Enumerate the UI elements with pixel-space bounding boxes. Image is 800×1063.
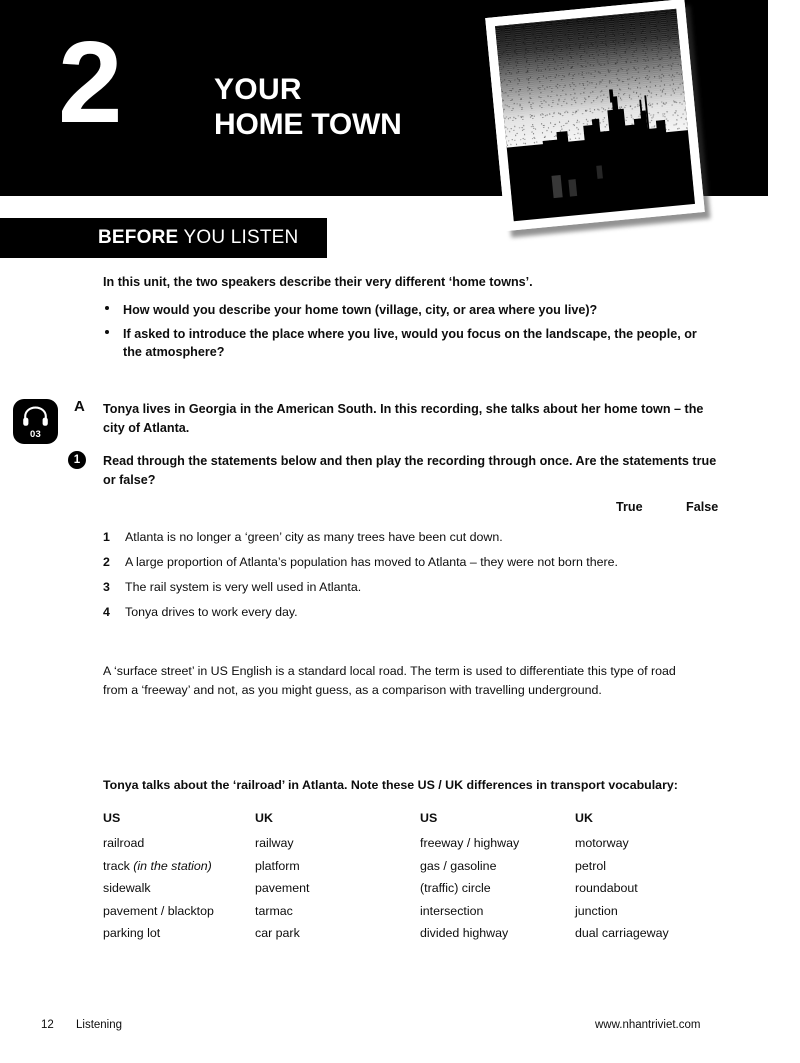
cell-us-2: (traffic) circle xyxy=(420,881,491,895)
vocabulary-lead: Tonya talks about the ‘railroad’ in Atlanta. Note these US / UK differences in transport vocabulary: xyxy=(103,778,678,792)
column-header-us-1: US xyxy=(103,811,121,825)
statement-text: Atlanta is no longer a ‘green’ city as many trees have been cut down. xyxy=(125,530,503,544)
skyline-silhouette xyxy=(502,83,695,221)
cell-uk-1: platform xyxy=(255,858,300,873)
list-item[interactable] xyxy=(103,578,663,596)
column-header-false: False xyxy=(686,500,719,514)
cell-uk-2: junction xyxy=(575,903,618,918)
cell-uk-2: motorway xyxy=(575,836,629,850)
statement-number: 1 xyxy=(103,530,110,544)
cell-us-1: railroad xyxy=(103,836,145,850)
bullet-text: How would you describe your home town (village, city, or area where you live)? xyxy=(123,303,598,317)
cell-uk-1: pavement xyxy=(255,881,310,895)
headphones-icon[interactable] xyxy=(13,399,58,444)
table-row xyxy=(103,926,723,949)
banner-strong-text: BEFORE xyxy=(98,227,179,248)
cell-us-2: divided highway xyxy=(420,926,509,940)
photo-image xyxy=(495,9,695,222)
table-header-row xyxy=(103,811,723,836)
unit-number: 2 xyxy=(58,17,121,147)
bullet-dot-icon xyxy=(105,330,109,334)
bullet-text: If asked to introduce the place where you live, would you focus on the landscape, the people, or the atmosphere? xyxy=(123,327,697,359)
cell-us-2: gas / gasoline xyxy=(420,858,497,873)
statement-text: The rail system is very well used in Atlanta. xyxy=(125,580,362,594)
statement-number: 3 xyxy=(103,580,110,594)
section-a-text: Tonya lives in Georgia in the American South. In this recording, she talks about her home town – the city of Atlanta. xyxy=(103,402,704,435)
cell-us-1: sidewalk xyxy=(103,881,151,895)
photo-frame xyxy=(485,0,705,231)
before-you-listen-label xyxy=(98,225,298,251)
intro-lead: In this unit, the two speakers describe their very different ‘home towns’. xyxy=(103,275,533,289)
statement-text: Tonya drives to work every day. xyxy=(125,605,298,619)
table-row xyxy=(103,859,723,882)
statement-list xyxy=(103,528,663,628)
audio-track-number: 03 xyxy=(30,429,41,440)
cell-us-2: freeway / highway xyxy=(420,836,520,850)
list-item[interactable] xyxy=(103,603,663,621)
task-1-instruction: Read through the statements below and then play the recording through once. Are the statements true or false? xyxy=(103,454,717,487)
bullet-dot-icon xyxy=(105,306,109,310)
column-header-uk-2: UK xyxy=(575,811,593,825)
banner-light-text: YOU LISTEN xyxy=(178,227,299,248)
footer-section-name: Listening xyxy=(76,1019,123,1031)
footer-url: www.nhantriviet.com xyxy=(595,1019,701,1031)
statement-number: 2 xyxy=(103,555,110,569)
headphones-glyph xyxy=(22,406,49,426)
cell-us-1: track (in the station) xyxy=(103,858,212,873)
cell-us-2: intersection xyxy=(420,903,484,918)
statement-number: 4 xyxy=(103,605,110,619)
column-header-true: True xyxy=(616,500,643,514)
cell-uk-2: petrol xyxy=(575,858,606,873)
us-uk-vocabulary-table xyxy=(103,811,723,949)
footer-page-number: 12 xyxy=(41,1019,54,1031)
table-row xyxy=(103,836,723,859)
table-row xyxy=(103,881,723,904)
column-header-uk-1: UK xyxy=(255,811,273,825)
surface-street-note: A ‘surface street’ in US English is a standard local road. The term is used to differentiate this type of road from a ‘freeway’ and not, as you might guess, as a comparison with travelling underground. xyxy=(103,664,676,697)
section-label-a: A xyxy=(74,398,85,415)
column-header-us-2: US xyxy=(420,811,438,825)
list-item[interactable] xyxy=(103,528,663,546)
statement-text: A large proportion of Atlanta’s population has moved to Atlanta – they were not born there. xyxy=(125,555,618,569)
unit-title-line-1: YOUR xyxy=(214,73,302,106)
cell-uk-2: dual carriageway xyxy=(575,926,669,940)
table-row xyxy=(103,904,723,927)
cell-uk-1: railway xyxy=(255,836,294,850)
list-item xyxy=(103,325,718,361)
cell-us-1: pavement / blacktop xyxy=(103,903,214,918)
task-number-badge: 1 xyxy=(68,451,86,469)
cell-uk-1: tarmac xyxy=(255,903,293,918)
cell-uk-1: car park xyxy=(255,926,300,940)
cell-us-1: parking lot xyxy=(103,926,161,940)
city-skyline-photo xyxy=(485,0,705,231)
list-item[interactable] xyxy=(103,553,663,571)
unit-title xyxy=(214,72,402,142)
unit-title-line-2: HOME TOWN xyxy=(214,108,402,141)
cell-uk-2: roundabout xyxy=(575,881,638,895)
intro-bullet-list xyxy=(103,301,718,367)
list-item xyxy=(103,301,718,319)
